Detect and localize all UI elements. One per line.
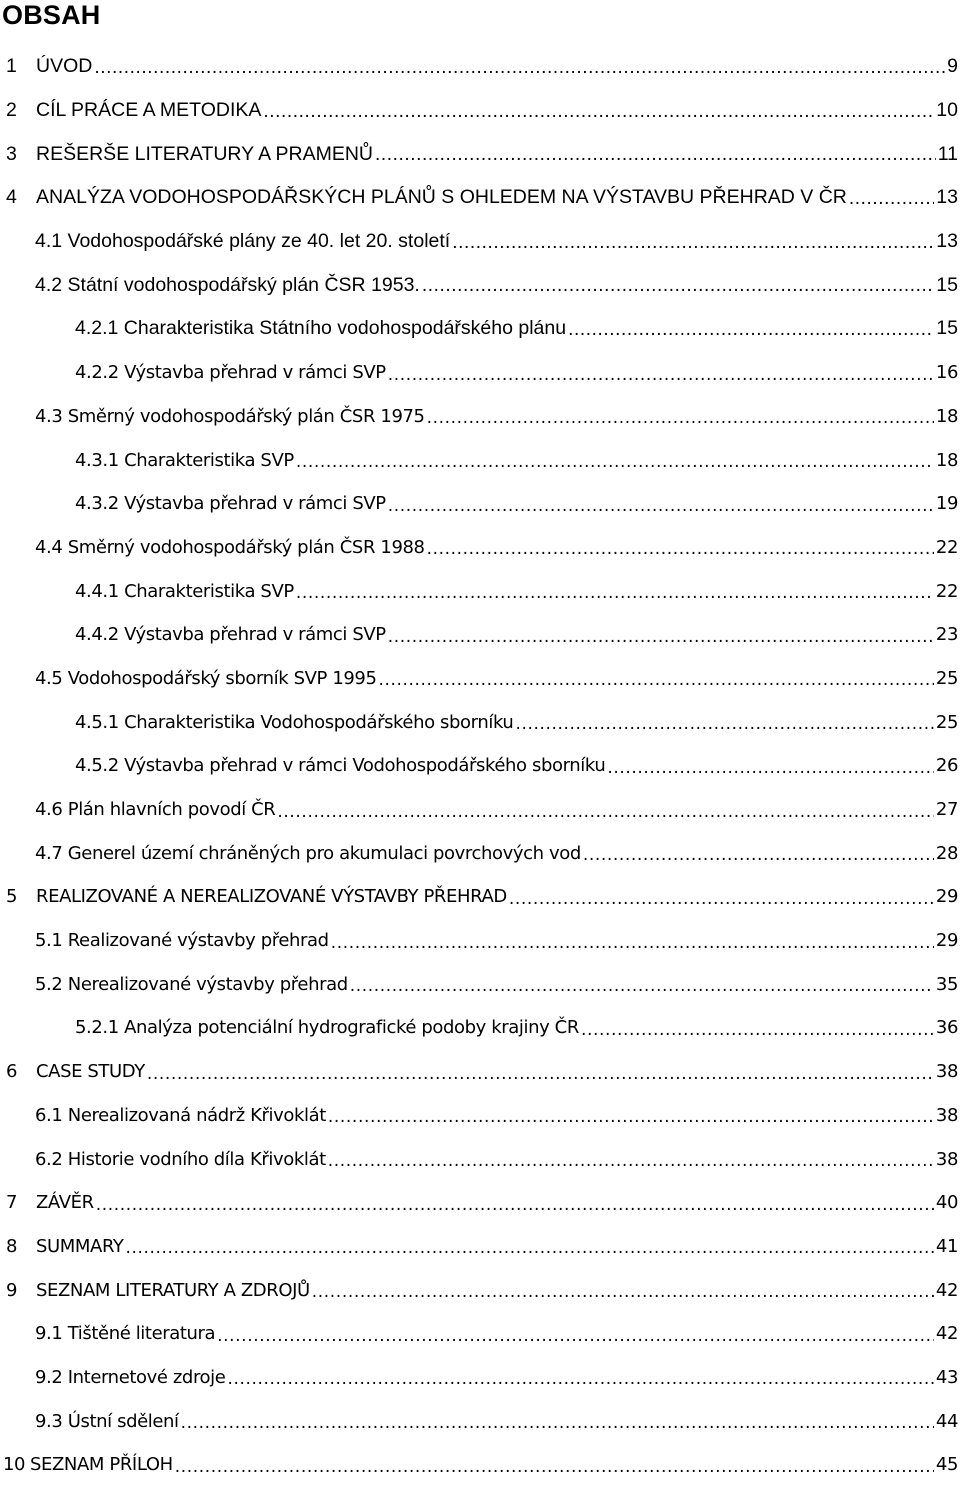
toc-entry[interactable] [0, 1268, 958, 1312]
dot-leader [96, 1191, 934, 1215]
toc-entry-page-number: 22 [935, 536, 958, 558]
toc-entry-page-number: 43 [935, 1366, 958, 1388]
dot-leader [515, 710, 933, 734]
toc-entry-page-number: 29 [935, 930, 958, 952]
toc-entry-page-number: 15 [936, 317, 958, 340]
dot-leader [126, 1234, 934, 1258]
toc-entry[interactable] [0, 919, 958, 963]
toc-entry-page-number: 16 [935, 362, 958, 384]
toc-entry-title: 4.1 Vodohospodářské plány ze 40. let 20. století [35, 230, 451, 253]
toc-entry[interactable] [0, 962, 958, 1006]
toc-entry-page-number: 18 [935, 449, 958, 471]
toc-entry-page-number: 38 [935, 1104, 958, 1126]
toc-entry-number: 10 [3, 1454, 26, 1476]
table-of-contents [0, 45, 958, 1487]
toc-entry-page-number: 42 [935, 1323, 958, 1345]
toc-entry-number: 8 [6, 1235, 18, 1257]
toc-entry-title: 9.3 Ústní sdělení [35, 1410, 179, 1432]
toc-entry-title: ANALÝZA VODOHOSPODÁŘSKÝCH PLÁNŮ S OHLEDEM NA VÝSTAVBU PŘEHRAD V ČR [36, 186, 847, 209]
dot-leader [296, 448, 934, 472]
toc-entry-page-number: 26 [935, 755, 958, 777]
toc-entry-title: 5.2 Nerealizované výstavby přehrad [35, 973, 348, 995]
dot-leader [388, 361, 934, 385]
toc-entry-title: 4.5.2 Výstavba přehrad v rámci Vodohospodářského sborníku [75, 755, 606, 777]
dot-leader [94, 55, 945, 79]
toc-entry[interactable] [0, 482, 958, 526]
dot-leader [452, 230, 934, 254]
toc-entry[interactable] [0, 1094, 958, 1138]
toc-entry-number: 3 [6, 142, 17, 165]
toc-entry[interactable] [0, 395, 958, 439]
toc-entry-page-number: 41 [935, 1235, 958, 1257]
dot-leader [581, 1016, 934, 1040]
toc-entry-title: ÚVOD [36, 55, 93, 78]
toc-entry-title: 4.3 Směrný vodohospodářský plán ČSR 1975 [35, 405, 425, 427]
dot-leader [175, 1453, 934, 1477]
toc-entry[interactable] [0, 657, 958, 701]
toc-entry-page-number: 40 [935, 1192, 958, 1214]
dot-leader [296, 579, 934, 603]
toc-entry[interactable] [0, 1312, 958, 1356]
toc-entry-title: REŠERŠE LITERATURY A PRAMENŮ [36, 142, 374, 165]
toc-entry-title: REALIZOVANÉ A NEREALIZOVANÉ VÝSTAVBY PŘEHRAD [36, 886, 507, 908]
toc-entry[interactable] [0, 788, 958, 832]
toc-entry-title: SEZNAM PŘÍLOH [30, 1454, 173, 1476]
toc-entry-title: ZÁVĚR [36, 1192, 94, 1214]
toc-entry-title: 4.2 Státní vodohospodářský plán ČSR 1953. [35, 273, 420, 296]
toc-entry[interactable] [0, 1225, 958, 1269]
toc-entry-page-number: 11 [937, 142, 958, 165]
toc-entry-page-number: 23 [935, 624, 958, 646]
toc-entry-title: 4.5 Vodohospodářský sborník SVP 1995 [35, 667, 377, 689]
toc-entry-page-number: 10 [936, 99, 958, 122]
toc-entry[interactable] [0, 1443, 958, 1487]
toc-entry-page-number: 22 [935, 580, 958, 602]
dot-leader [217, 1322, 934, 1346]
toc-entry-title: 4.7 Generel území chráněných pro akumulaci povrchových vod [35, 842, 581, 864]
toc-entry[interactable] [0, 176, 958, 220]
toc-entry-title: 4.2.1 Charakteristika Státního vodohospodářského plánu [75, 317, 567, 340]
toc-entry-page-number: 25 [935, 711, 958, 733]
toc-entry-page-number: 44 [935, 1410, 958, 1432]
toc-entry[interactable] [0, 1050, 958, 1094]
toc-entry-page-number: 35 [935, 973, 958, 995]
toc-entry[interactable] [0, 1137, 958, 1181]
toc-entry-title: 5.2.1 Analýza potenciální hydrografické podoby krajiny ČR [75, 1017, 579, 1039]
toc-entry[interactable] [0, 132, 958, 176]
dot-leader [509, 885, 934, 909]
dot-leader [181, 1409, 934, 1433]
toc-entry-title: 6.1 Nerealizovaná nádrž Křivoklát [35, 1104, 326, 1126]
dot-leader [375, 142, 936, 166]
dot-leader [388, 623, 934, 647]
toc-entry-title: SUMMARY [36, 1235, 124, 1257]
toc-entry-page-number: 19 [935, 493, 958, 515]
dot-leader [583, 841, 934, 865]
dot-leader [422, 273, 934, 297]
toc-entry[interactable] [0, 351, 958, 395]
toc-entry-page-number: 45 [935, 1454, 958, 1476]
dot-leader [328, 1147, 934, 1171]
toc-entry[interactable] [0, 1006, 958, 1050]
toc-entry-number: 2 [6, 99, 17, 122]
toc-entry[interactable] [0, 875, 958, 919]
dot-leader [849, 186, 934, 210]
toc-entry[interactable] [0, 700, 958, 744]
dot-leader [427, 535, 934, 559]
dot-leader [427, 404, 934, 428]
toc-entry-page-number: 13 [936, 230, 958, 253]
toc-entry[interactable] [0, 1356, 958, 1400]
toc-entry-page-number: 25 [935, 667, 958, 689]
toc-entry-title: 9.2 Internetové zdroje [35, 1366, 226, 1388]
toc-entry-title: 4.4.1 Charakteristika SVP [75, 580, 294, 602]
toc-entry[interactable] [0, 569, 958, 613]
toc-entry-page-number: 42 [935, 1279, 958, 1301]
toc-entry-title: 4.4 Směrný vodohospodářský plán ČSR 1988 [35, 536, 425, 558]
toc-entry-title: 4.3.1 Charakteristika SVP [75, 449, 294, 471]
toc-entry[interactable] [0, 1181, 958, 1225]
toc-entry-title: CÍL PRÁCE A METODIKA [36, 99, 262, 122]
toc-entry-page-number: 29 [935, 886, 958, 908]
toc-entry-title: 6.2 Historie vodního díla Křivoklát [35, 1148, 326, 1170]
toc-entry-number: 6 [6, 1061, 18, 1083]
dot-leader [350, 972, 934, 996]
toc-entry-number: 7 [6, 1192, 18, 1214]
toc-entry-title: 4.6 Plán hlavních povodí ČR [35, 799, 276, 821]
toc-entry[interactable] [0, 220, 958, 264]
toc-entry-page-number: 13 [936, 186, 958, 209]
dot-leader [328, 1103, 934, 1127]
toc-entry-page-number: 38 [935, 1061, 958, 1083]
dot-leader [607, 754, 934, 778]
toc-entry-title: 4.4.2 Výstavba přehrad v rámci SVP [75, 624, 386, 646]
toc-entry-page-number: 27 [935, 799, 958, 821]
toc-entry-page-number: 36 [935, 1017, 958, 1039]
toc-entry-page-number: 18 [935, 405, 958, 427]
toc-entry-page-number: 15 [936, 273, 958, 296]
toc-entry-title: 5.1 Realizované výstavby přehrad [35, 930, 329, 952]
toc-entry-title: 9.1 Tištěné literatura [35, 1323, 216, 1345]
toc-entry[interactable] [0, 438, 958, 482]
toc-entry[interactable] [0, 744, 958, 788]
dot-leader [312, 1278, 934, 1302]
dot-leader [147, 1060, 934, 1084]
dot-leader [227, 1365, 933, 1389]
toc-entry-number: 9 [6, 1279, 18, 1301]
dot-leader [331, 929, 934, 953]
toc-entry[interactable] [0, 307, 958, 351]
toc-entry[interactable] [0, 89, 958, 133]
toc-entry[interactable] [0, 263, 958, 307]
toc-entry-number: 4 [6, 186, 17, 209]
toc-entry-title: 4.2.2 Výstavba přehrad v rámci SVP [75, 362, 386, 384]
toc-entry[interactable] [0, 1399, 958, 1443]
toc-entry-number: 5 [6, 886, 18, 908]
dot-leader [379, 666, 934, 690]
toc-entry-number: 1 [6, 55, 17, 78]
dot-leader [277, 798, 933, 822]
dot-leader [263, 99, 934, 123]
toc-entry-title: CASE STUDY [36, 1061, 145, 1083]
toc-entry-page-number: 9 [947, 55, 958, 78]
toc-entry[interactable] [0, 831, 958, 875]
toc-entry[interactable] [0, 526, 958, 570]
dot-leader [568, 317, 934, 341]
toc-entry[interactable] [0, 613, 958, 657]
dot-leader [388, 492, 934, 516]
toc-entry-page-number: 38 [935, 1148, 958, 1170]
toc-entry[interactable] [0, 45, 958, 89]
page-title: OBSAH [2, 0, 101, 30]
toc-entry-page-number: 28 [935, 842, 958, 864]
toc-entry-title: SEZNAM LITERATURY A ZDROJŮ [36, 1279, 310, 1301]
toc-entry-title: 4.5.1 Charakteristika Vodohospodářského sborníku [75, 711, 514, 733]
toc-entry-title: 4.3.2 Výstavba přehrad v rámci SVP [75, 493, 386, 515]
